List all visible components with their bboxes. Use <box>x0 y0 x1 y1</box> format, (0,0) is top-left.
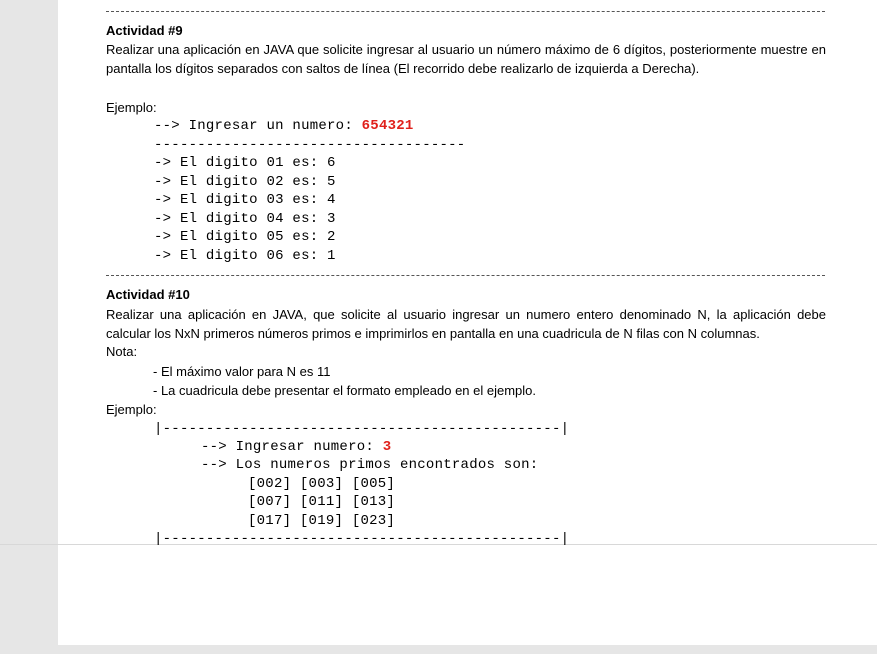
activity9-output-line: -> El digito 06 es: 1 <box>154 248 336 264</box>
activity9-example-label: Ejemplo: <box>106 100 157 115</box>
activity10-prompt: --> Ingresar numero: <box>201 439 383 455</box>
activity9-prompt: --> Ingresar un numero: <box>154 118 362 134</box>
section-divider-middle <box>106 275 825 276</box>
activity10-grid-row: [017] [019] [023] <box>248 513 396 529</box>
activity10-box-bottom: |----------------------------------------------| <box>154 531 570 547</box>
activity10-description: Realizar una aplicación en JAVA, que solicite al usuario ingresar un numero entero denominado N, la aplicación debe calcular los NxN primeros números primos e imprimirlos en pantalla en una cuadricula de N filas con N columnas. <box>106 307 826 341</box>
activity9-divider: ------------------------------------ <box>154 137 466 153</box>
activity10-note-item: - La cuadricula debe presentar el formato empleado en el ejemplo. <box>153 383 537 398</box>
section-divider-top <box>106 11 825 12</box>
activity9-output-line: -> El digito 01 es: 6 <box>154 155 336 171</box>
activity10-note-item: - El máximo valor para N es 11 <box>153 364 331 379</box>
activity9-output-line: -> El digito 04 es: 3 <box>154 211 336 227</box>
activity9-output-line: -> El digito 05 es: 2 <box>154 229 336 245</box>
activity10-note-label: Nota: <box>106 344 138 359</box>
activity9-description: Realizar una aplicación en JAVA que solicite ingresar al usuario un número máximo de 6 dígitos, posteriormente muestre en pantalla los dígitos separados con saltos de línea (El recorrido debe realizarlo de izquierda a Derecha). <box>106 42 826 76</box>
activity10-prompt-line <box>201 438 391 457</box>
activity10-result-line: --> Los numeros primos encontrados son: <box>201 457 539 473</box>
activity10-grid-row: [002] [003] [005] <box>248 476 396 492</box>
activity10-grid-row: [007] [011] [013] <box>248 494 396 510</box>
activity10-example-label: Ejemplo: <box>106 402 157 417</box>
activity9-output-line: -> El digito 02 es: 5 <box>154 174 336 190</box>
activity9-prompt-line <box>154 117 414 136</box>
activity10-box-top: |----------------------------------------------| <box>154 421 570 437</box>
activity9-title: Actividad #9 <box>106 23 183 38</box>
activity9-input-value: 654321 <box>361 118 414 134</box>
activity10-title: Actividad #10 <box>106 287 190 302</box>
activity10-input-value: 3 <box>382 439 392 455</box>
activity9-output-line: -> El digito 03 es: 4 <box>154 192 336 208</box>
